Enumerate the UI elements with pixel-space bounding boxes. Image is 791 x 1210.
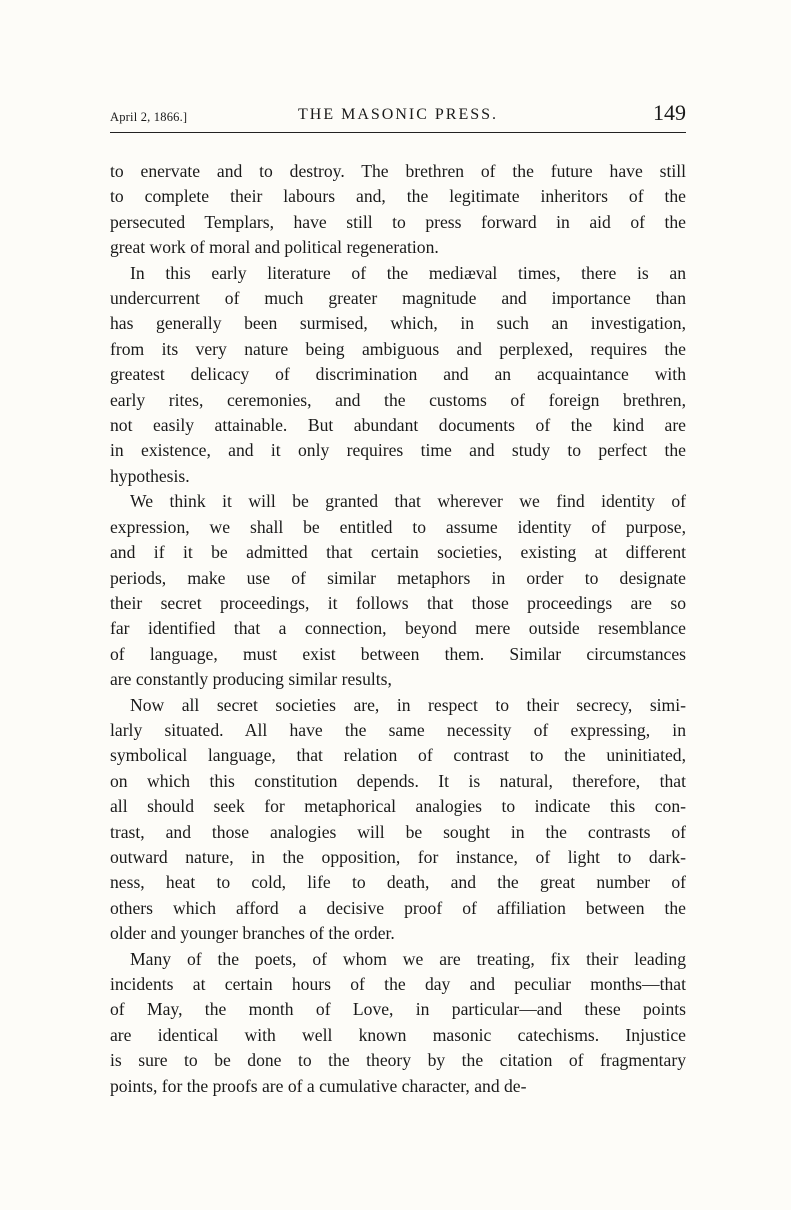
text-line: has generally been surmised, which, in such an investigation, (110, 313, 686, 334)
text-line: are identical with well known masonic catechisms. Injustice (110, 1024, 686, 1045)
text-line: undercurrent of much greater magnitude and importance than (110, 288, 686, 309)
text-line: periods, make use of similar metaphors in order to designate (110, 567, 686, 588)
text-line: of May, the month of Love, in particular—and these points (110, 999, 686, 1020)
header-rule (110, 132, 686, 133)
text-line: persecuted Templars, have still to press forward in aid of the (110, 211, 686, 232)
page-number: 149 (653, 100, 686, 125)
text-line: Many of the poets, of whom we are treating, fix their leading (130, 948, 686, 969)
paragraph (110, 159, 686, 261)
paragraph (110, 947, 686, 1099)
header-title: THE MASONIC PRESS. (297, 106, 499, 123)
text-line: greatest delicacy of discrimination and an acquaintance with (110, 364, 686, 385)
text-line: incidents at certain hours of the day and peculiar months—that (110, 974, 686, 994)
body-text (110, 159, 686, 1099)
text-line: In this early literature of the mediæval times, there is an (130, 262, 686, 283)
header-date: April 2, 1866.] (110, 110, 188, 124)
text-line: to enervate and to destroy. The brethren of the future have still (110, 161, 686, 181)
text-line: outward nature, in the opposition, for instance, of light to dark- (110, 846, 686, 867)
book-page (110, 98, 686, 1099)
text-line: Now all secret societies are, in respect to their secrecy, simi- (130, 694, 686, 715)
paragraph (110, 693, 686, 947)
text-line: others which afford a decisive proof of affiliation between the (110, 897, 686, 918)
running-head (110, 98, 686, 132)
text-line: hypothesis. (110, 465, 190, 486)
text-line: of language, must exist between them. Similar circumstances (110, 643, 686, 664)
text-line: to complete their labours and, the legitimate inheritors of the (110, 186, 686, 207)
text-line: larly situated. All have the same necessity of expressing, in (110, 719, 686, 740)
text-line: expression, we shall be entitled to assume identity of purpose, (110, 516, 686, 537)
text-line: ness, heat to cold, life to death, and the great number of (110, 872, 686, 893)
text-line: not easily attainable. But abundant documents of the kind are (110, 415, 686, 436)
text-line: far identified that a connection, beyond mere outside resemblance (110, 618, 686, 639)
paragraph (110, 489, 686, 692)
text-line: and if it be admitted that certain societies, existing at different (110, 542, 686, 563)
text-line: their secret proceedings, it follows that those proceedings are so (110, 592, 686, 613)
text-line: is sure to be done to the theory by the citation of fragmentary (110, 1050, 686, 1071)
text-line: older and younger branches of the order. (110, 923, 395, 944)
text-line: symbolical language, that relation of contrast to the uninitiated, (110, 745, 686, 766)
text-line: are constantly producing similar results, (110, 669, 392, 690)
text-line: points, for the proofs are of a cumulative character, and de- (110, 1075, 527, 1096)
text-line: in existence, and it only requires time and study to perfect the (110, 440, 686, 461)
text-line: on which this constitution depends. It is natural, therefore, that (110, 770, 686, 791)
text-line: trast, and those analogies will be sought in the contrasts of (110, 821, 686, 842)
text-line: We think it will be granted that wherever we find identity of (130, 491, 686, 512)
text-line: early rites, ceremonies, and the customs of foreign brethren, (110, 389, 686, 410)
text-line: from its very nature being ambiguous and perplexed, requires the (110, 338, 686, 359)
paragraph (110, 261, 686, 490)
text-line: all should seek for metaphorical analogies to indicate this con- (110, 796, 686, 817)
text-line: great work of moral and political regeneration. (110, 237, 439, 258)
